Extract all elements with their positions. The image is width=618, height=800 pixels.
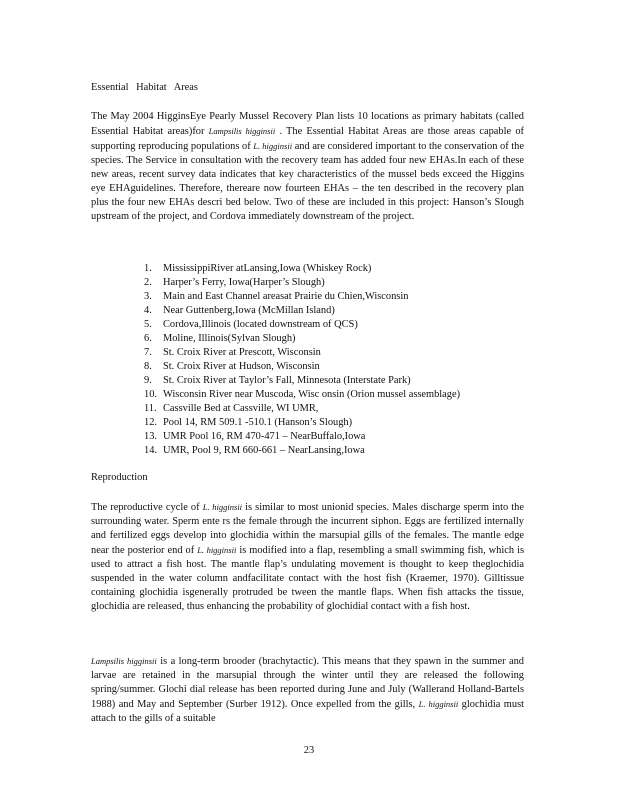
- species-name: L. higginsii: [253, 141, 293, 151]
- eha-location-list: [144, 262, 460, 458]
- list-item: 11. Cassville Bed at Cassville, WI UMR,: [144, 403, 319, 414]
- species-name: Lampsilis higginsii: [208, 126, 276, 136]
- reproduction-paragraph-1: The reproductive cycle of L. higginsii is similar to most unionid species. Males discharge sperm into the surrounding water. Sperm ente rs the female through the incurrent siphon. Eggs are fertilized internally and fertilized eggs develop into glochidia within the marsupial gills of the females. The mantle edge near the posterior end of L. higginsii is modified into a flap, resembling a small swimming fish, which is used to attract a fish host. The mantle flap’s undulating movement is thought to keep theglochidia suspended in the water column andfacilitate contact with the host fish (Kraemer, 1970). Gilltissue containing glochidia isgenerally protruded be tween the mantle flaps. When fish attacks the tissue, glochidia are released, thus enhancing the probability of glochidial contact with a fish host.: [91, 502, 524, 612]
- reproduction-paragraph-2: Lampsilis higginsii is a long-term brooder (brachytactic). This means that they spawn in the summer and larvae are retained in the marsupial through the winter until they are released the following spring/summer. Glochi dial release has been reported during June and July (Wallerand Holland-Bartels 1988) and May and September (Surber 1912). Once expelled from the gills, L. higginsii glochidia must attach to the gills of a suitable: [91, 656, 524, 724]
- list-item: 9. St. Croix River at Taylor’s Fall, Minnesota (Interstate Park): [144, 375, 411, 386]
- species-name: L. higginsii: [197, 545, 237, 555]
- list-item: 4. Near Guttenberg,Iowa (McMillan Island): [144, 305, 335, 316]
- list-item: 6. Moline, Illinois(Sylvan Slough): [144, 333, 296, 344]
- list-item: 10. Wisconsin River near Muscoda, Wisc onsin (Orion mussel assemblage): [144, 389, 461, 400]
- list-item: 1. MississippiRiver atLansing,Iowa (Whiskey Rock): [144, 263, 372, 274]
- list-item: 8. St. Croix River at Hudson, Wisconsin: [144, 361, 320, 372]
- species-name: L. higginsii: [202, 502, 242, 512]
- list-item: 14. UMR, Pool 9, RM 660-661 – NearLansing,Iowa: [144, 445, 365, 456]
- species-name: Lampsilis higginsii: [91, 656, 157, 666]
- section-heading-essential-habitat: Essential Habitat Areas: [91, 82, 198, 93]
- list-item: 5. Cordova,Illinois (located downstream of QCS): [144, 319, 358, 330]
- page-number: 23: [303, 745, 315, 756]
- list-item: 2. Harper’s Ferry, Iowa(Harper’s Slough): [144, 277, 325, 288]
- list-item: 7. St. Croix River at Prescott, Wisconsin: [144, 347, 321, 358]
- list-item: 12. Pool 14, RM 509.1 -510.1 (Hanson’s Slough): [144, 417, 353, 428]
- list-item: 3. Main and East Channel areasat Prairie du Chien,Wisconsin: [144, 291, 409, 302]
- section-heading-reproduction: Reproduction: [91, 472, 148, 483]
- essential-habitat-paragraph: The May 2004 HigginsEye Pearly Mussel Recovery Plan lists 10 locations as primary habitats (called Essential Habitat areas)for Lampsilis higginsii . The Essential Habitat Areas are those areas capable of supporting reproducing populations of L. higginsii and are considered important to the conservation of the species. The Service in consultation with the recovery team has added four new EHAs.In each of these new areas, recent survey data indicates that key characteristics of the mussel beds exceed the Higgins eye EHAguidelines. Therefore, thereare now fourteen EHAs – the ten described in the recovery plan plus the four new EHAs descri bed below. Two of these are included in this project: Hanson’s Slough upstream of the project, and Cordova immediately downstream of the project.: [91, 111, 524, 222]
- list-item: 13. UMR Pool 16, RM 470-471 – NearBuffalo,Iowa: [144, 431, 366, 442]
- species-name: L. higginsii: [418, 699, 459, 709]
